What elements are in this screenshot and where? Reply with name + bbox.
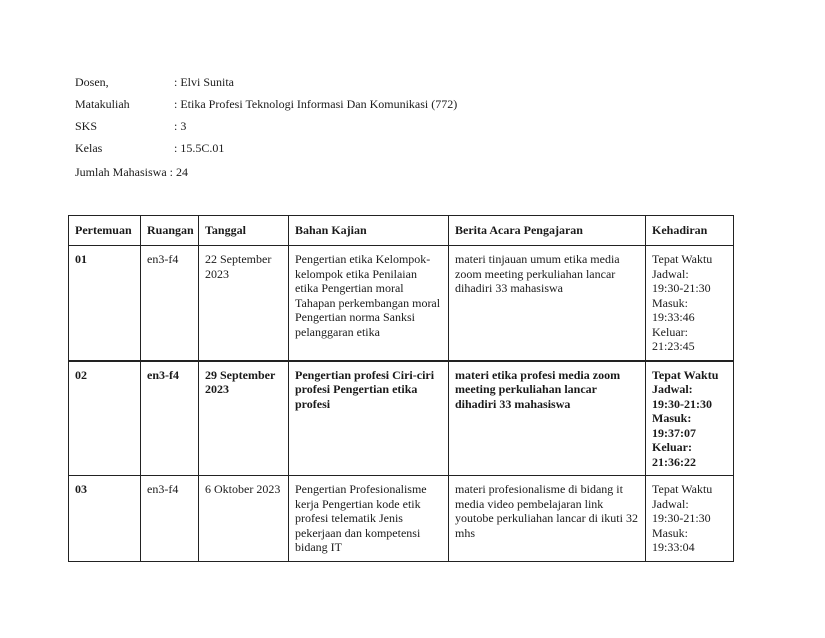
cell-bahan-kajian: Pengertian etika Kelompok-kelompok etika Penilaian etika Pengertian moral Tahapan perkembangan moral Pengertian norma Sanksi pelanggaran etika bbox=[289, 246, 449, 361]
kehadiran-line: Masuk: bbox=[652, 295, 688, 310]
kehadiran-line: 19:33:04 bbox=[652, 540, 695, 554]
jumlah-value: : 24 bbox=[169, 165, 188, 179]
info-row-kelas bbox=[75, 140, 225, 162]
cell-ruangan: en3-f4 bbox=[141, 476, 199, 562]
kehadiran-line: 19:33:46 bbox=[652, 310, 695, 324]
table-header-row bbox=[69, 216, 734, 246]
cell-tanggal: 29 September 2023 bbox=[199, 361, 289, 476]
kehadiran-line: Jadwal: bbox=[652, 382, 693, 396]
cell-pertemuan: 03 bbox=[69, 476, 141, 562]
kehadiran-line: Tepat Waktu bbox=[652, 367, 719, 382]
kehadiran-line: Jadwal: bbox=[652, 496, 689, 511]
cell-kehadiran bbox=[646, 361, 734, 476]
header-pertemuan: Pertemuan bbox=[69, 216, 141, 246]
kehadiran-line: Tepat Waktu bbox=[652, 482, 713, 496]
kehadiran-line: 19:30-21:30 bbox=[652, 281, 711, 295]
cell-ruangan: en3-f4 bbox=[141, 246, 199, 361]
cell-kehadiran bbox=[646, 246, 734, 361]
kehadiran-line: 21:23:45 bbox=[652, 339, 695, 353]
jumlah-label: Jumlah Mahasiswa bbox=[75, 165, 167, 179]
info-row-jumlah bbox=[75, 164, 188, 186]
dosen-label: Dosen, bbox=[75, 75, 109, 89]
header-kehadiran: Kehadiran bbox=[646, 216, 734, 246]
table-row bbox=[69, 246, 734, 361]
cell-ruangan: en3-f4 bbox=[141, 361, 199, 476]
cell-tanggal: 22 September 2023 bbox=[199, 246, 289, 361]
kehadiran-line: Jadwal: bbox=[652, 266, 689, 281]
info-row-dosen bbox=[75, 74, 234, 96]
dosen-value: : Elvi Sunita bbox=[174, 75, 234, 89]
table-row bbox=[69, 361, 734, 476]
sks-value: : 3 bbox=[174, 119, 187, 133]
header-bahan-kajian: Bahan Kajian bbox=[289, 216, 449, 246]
kelas-value: : 15.5C.01 bbox=[174, 141, 225, 155]
attendance-table bbox=[68, 215, 734, 562]
kehadiran-line: Masuk: bbox=[652, 525, 688, 540]
matakuliah-value: : Etika Profesi Teknologi Informasi Dan Komunikasi (772) bbox=[174, 97, 458, 111]
header-tanggal: Tanggal bbox=[199, 216, 289, 246]
kehadiran-line: Masuk: bbox=[652, 411, 692, 425]
kelas-label: Kelas bbox=[75, 141, 103, 155]
cell-berita-acara: materi etika profesi media zoom meeting perkuliahan lancar dihadiri 33 mahasiswa bbox=[449, 361, 646, 476]
header-ruangan: Ruangan bbox=[141, 216, 199, 246]
cell-berita-acara: materi tinjauan umum etika media zoom meeting perkuliahan lancar dihadiri 33 mahasiswa bbox=[449, 246, 646, 361]
kehadiran-line: Keluar: bbox=[652, 440, 692, 454]
info-row-matakuliah bbox=[75, 96, 458, 118]
course-info bbox=[75, 74, 458, 186]
kehadiran-line: 19:30-21:30 bbox=[652, 396, 712, 411]
matakuliah-label: Matakuliah bbox=[75, 97, 130, 111]
header-berita-acara: Berita Acara Pengajaran bbox=[449, 216, 646, 246]
cell-kehadiran bbox=[646, 476, 734, 562]
kehadiran-line: 19:30-21:30 bbox=[652, 511, 711, 525]
kehadiran-line: 21:36:22 bbox=[652, 454, 696, 469]
kehadiran-line: 19:37:07 bbox=[652, 425, 696, 440]
kehadiran-line: Keluar: bbox=[652, 324, 688, 339]
cell-pertemuan: 01 bbox=[69, 246, 141, 361]
cell-bahan-kajian: Pengertian Profesionalisme kerja Pengertian kode etik profesi telematik Jenis pekerjaan dan kompetensi bidang IT bbox=[289, 476, 449, 562]
kehadiran-line: Tepat Waktu bbox=[652, 252, 713, 266]
cell-pertemuan: 02 bbox=[69, 361, 141, 476]
table-row bbox=[69, 476, 734, 562]
cell-tanggal: 6 Oktober 2023 bbox=[199, 476, 289, 562]
cell-bahan-kajian: Pengertian profesi Ciri-ciri profesi Pengertian etika profesi bbox=[289, 361, 449, 476]
cell-berita-acara: materi profesionalisme di bidang it media video pembelajaran link youtobe perkuliahan lancar di ikuti 32 mhs bbox=[449, 476, 646, 562]
info-row-sks bbox=[75, 118, 188, 140]
sks-label: SKS bbox=[75, 119, 98, 133]
